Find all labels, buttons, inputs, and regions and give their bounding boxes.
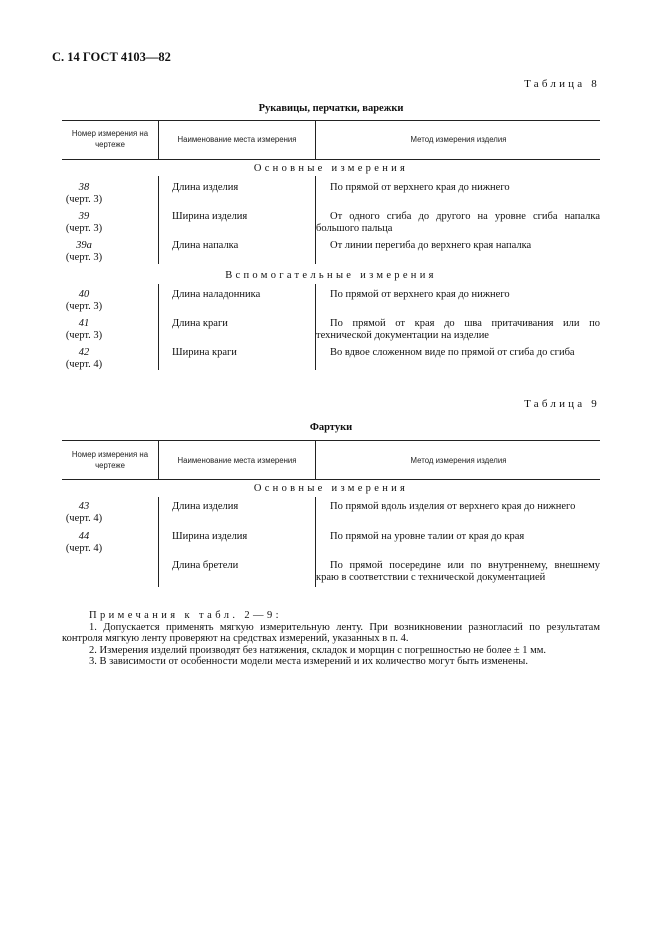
- measure-number: 44: [78, 531, 90, 542]
- table8-row-38-name: Длина изделия: [172, 182, 239, 193]
- table8-row-40-method: По прямой от верхнего края до нижнего: [330, 289, 510, 300]
- table8-vline-header-1: [158, 120, 159, 159]
- table9-header-rule: [62, 479, 600, 480]
- note-item: 3. В зависимости от особенности модели места измерений и их количество могут быть изменены.: [89, 656, 528, 667]
- table9-row-44-name: Ширина изделия: [172, 531, 248, 542]
- table8-row-38-method: По прямой от верхнего края до нижнего: [330, 182, 510, 193]
- page-header: С. 14 ГОСТ 4103—82: [52, 50, 171, 64]
- note-item: 2. Измерения изделий производят без натяжения, складок и морщин с погрешностью не более ± 1 мм.: [89, 644, 547, 656]
- measure-number: 39: [78, 211, 90, 222]
- table8-row-39a-name: Длина напалка: [172, 240, 239, 251]
- drawing-ref: (черт. 4): [65, 513, 103, 524]
- table8-title: Рукавицы, перчатки, варежки: [258, 103, 404, 114]
- drawing-ref: (черт. 3): [65, 301, 103, 312]
- table8-vline-s2-1: [158, 284, 159, 370]
- table8-header-place: Наименование места измерения: [177, 135, 297, 144]
- drawing-ref: (черт. 3): [65, 194, 103, 205]
- table8-row-41-name: Длина краги: [172, 318, 228, 329]
- table9-row-43-number: [62, 501, 106, 525]
- measure-number: 38: [78, 182, 90, 193]
- table9-row-44-number: [62, 531, 106, 555]
- table9-row-strap-name: Длина бретели: [172, 560, 239, 571]
- measure-number: 43: [78, 501, 90, 512]
- table8-vline-header-2: [315, 120, 316, 159]
- table9-vline-s1-1: [158, 497, 159, 587]
- table9-header-place: Наименование места измерения: [177, 456, 297, 465]
- table9-section-main: Основные измерения: [253, 483, 409, 494]
- table9-row-43-name: Длина изделия: [172, 501, 239, 512]
- table9-row-strap-method: По прямой посередине или по внутреннему, внешнему краю в соответствии с технической документацией: [316, 560, 600, 583]
- note-item: 1. Допускается применять мягкую измерительную ленту. При возникновении разногласий по результатам контроля мягкую ленту проверяют на средствах измерений, указанных в п. 4.: [62, 621, 600, 644]
- table8-top-rule: [62, 120, 600, 121]
- measure-number: 39а: [76, 240, 92, 251]
- table9-vline-header-2: [315, 440, 316, 479]
- table9-row-43-method: По прямой вдоль изделия от верхнего края до нижнего: [330, 501, 576, 512]
- drawing-ref: (черт. 3): [65, 330, 103, 341]
- table9-vline-header-1: [158, 440, 159, 479]
- table8-row-40-number: [62, 289, 106, 313]
- table8-row-40-name: Длина наладонника: [172, 289, 261, 300]
- table9-header-number: Номер измерения на чертеже: [71, 450, 149, 470]
- table8-label: Таблица 8: [524, 78, 600, 90]
- drawing-ref: (черт. 4): [65, 543, 103, 554]
- table8-header-rule: [62, 159, 600, 160]
- table8-header-method: Метод измерения изделия: [410, 135, 507, 144]
- table8-row-42-name: Ширина краги: [172, 347, 237, 358]
- measure-number: 42: [78, 347, 90, 358]
- notes-title: Примечания к табл. 2—9:: [89, 610, 282, 621]
- table9-top-rule: [62, 440, 600, 441]
- table8-section-auxiliary: Вспомогательные измерения: [225, 270, 437, 281]
- table9-label: Таблица 9: [524, 398, 600, 410]
- table8-row-39-method: От одного сгиба до другого на уровне сгиба напалка большого пальца: [316, 211, 600, 234]
- table8-section-main: Основные измерения: [253, 163, 409, 174]
- table9-title: Фартуки: [309, 422, 353, 433]
- table8-row-39-number: [62, 211, 106, 235]
- measure-number: 40: [78, 289, 90, 300]
- table8-row-38-number: [62, 182, 106, 206]
- notes: [62, 610, 600, 668]
- measure-number: 41: [78, 318, 90, 329]
- table8-row-41-number: [62, 318, 106, 342]
- table9-header-method: Метод измерения изделия: [410, 456, 507, 465]
- table8-row-39-name: Ширина изделия: [172, 211, 248, 222]
- table8-header-number: Номер измерения на чертеже: [71, 129, 149, 149]
- drawing-ref: (черт. 3): [65, 252, 103, 263]
- table8-vline-s1-1: [158, 176, 159, 264]
- table8-row-42-number: [62, 347, 106, 371]
- drawing-ref: (черт. 4): [65, 359, 103, 370]
- table8-row-42-method: Во вдвое сложенном виде по прямой от сгиба до сгиба: [330, 347, 575, 358]
- table8-row-41-method: По прямой от края до шва притачивания или по технической документации на изделие: [316, 318, 600, 341]
- drawing-ref: (черт. 3): [65, 223, 103, 234]
- table8-row-39a-method: От линии перегиба до верхнего края напалка: [330, 240, 532, 251]
- table8-row-39a-number: [62, 240, 106, 264]
- table9-row-44-method: По прямой на уровне талии от края до края: [330, 531, 525, 542]
